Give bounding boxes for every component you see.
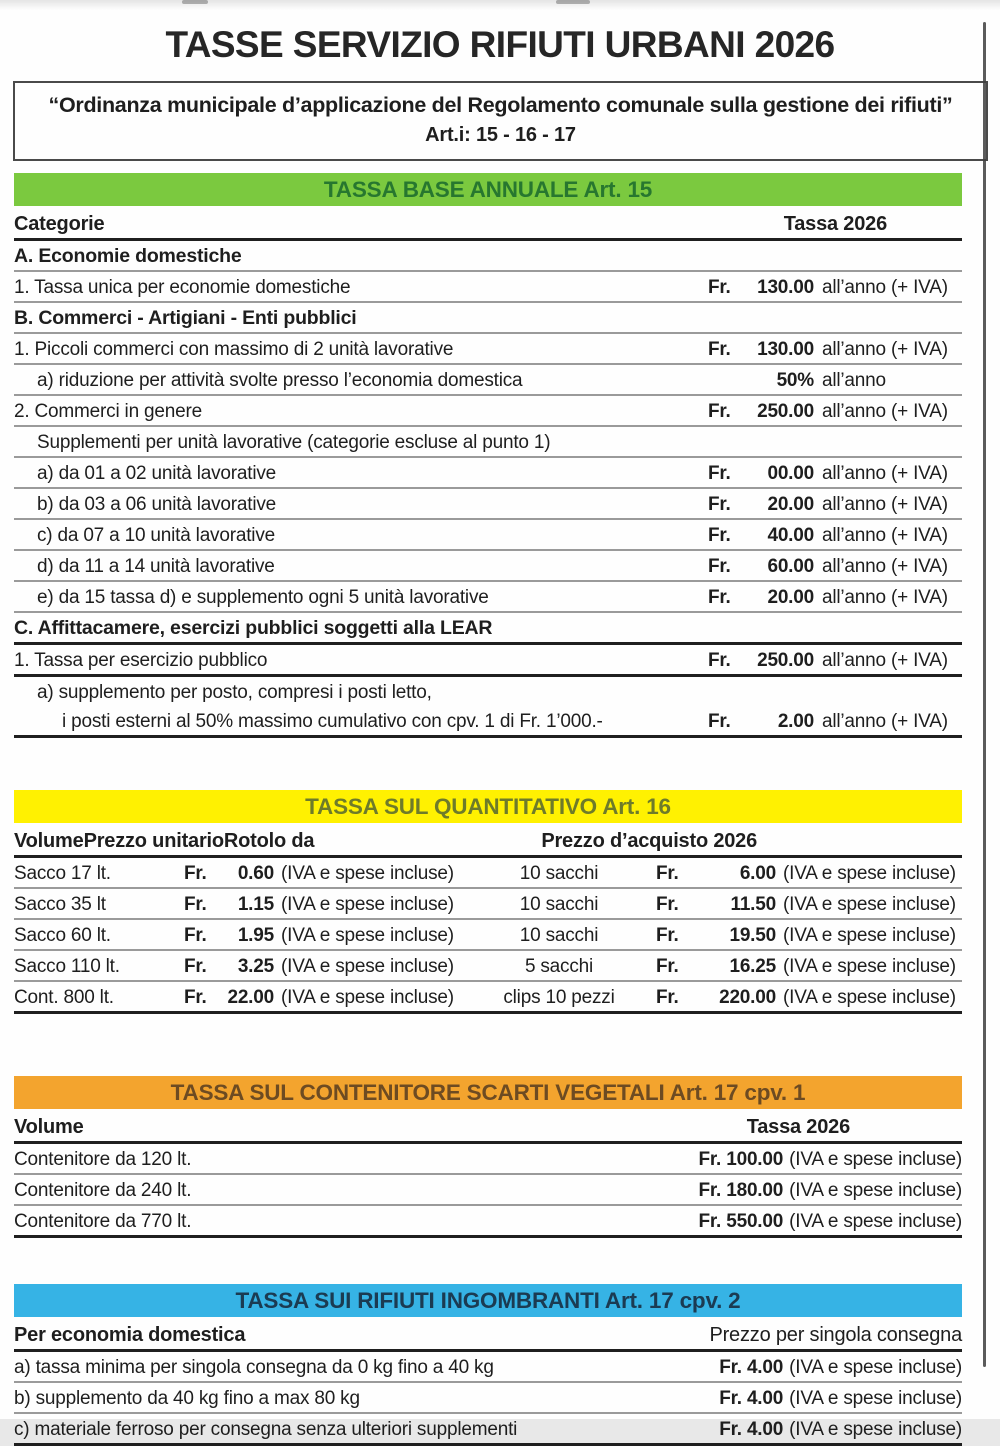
volume-cell: Sacco 17 lt. xyxy=(14,863,111,884)
row-value xyxy=(708,370,962,391)
value-suffix: (IVA e spese incluse) xyxy=(281,987,454,1008)
value-suffix: (IVA e spese incluse) xyxy=(783,956,956,977)
purchase-price-cell xyxy=(634,894,962,915)
value-suffix: all’anno (+ IVA) xyxy=(822,525,948,546)
section-scarti xyxy=(14,1076,962,1238)
column-header-left: Per economia domestica xyxy=(14,1324,246,1346)
value-amount: 20.00 xyxy=(767,494,814,515)
row-label: a) supplemento per posto, compresi i posti letto, xyxy=(37,682,432,703)
row-value xyxy=(719,1357,962,1378)
value-suffix: (IVA e spese incluse) xyxy=(789,1419,962,1440)
table-row xyxy=(14,951,962,982)
row-value xyxy=(708,277,962,298)
column-header-left: Categorie xyxy=(14,213,105,235)
column-header-right: Tassa 2026 xyxy=(783,213,887,235)
unit-price-cell xyxy=(184,987,484,1008)
column-header-left: Volume xyxy=(14,1116,84,1138)
value-currency: Fr. xyxy=(708,650,731,671)
value-suffix: all’anno (+ IVA) xyxy=(822,587,948,608)
row-label: C. Affittacamere, esercizi pubblici soggetti alla LEAR xyxy=(14,617,493,639)
value-suffix: (IVA e spese incluse) xyxy=(789,1388,962,1409)
value-currency: Fr. xyxy=(184,894,207,915)
value-suffix: all’anno (+ IVA) xyxy=(822,339,948,360)
unit-price-cell xyxy=(184,956,484,977)
column-header: Prezzo d’acquisto 2026 xyxy=(541,830,758,852)
row-label: c) da 07 a 10 unità lavorative xyxy=(37,525,275,546)
row-value xyxy=(708,556,962,577)
table-header-row xyxy=(14,206,962,241)
row-value xyxy=(699,1180,963,1201)
table-row xyxy=(14,677,962,706)
row-label: d) da 11 a 14 unità lavorative xyxy=(37,556,275,577)
value-amount: 00.00 xyxy=(767,463,814,484)
value-currency: Fr. xyxy=(184,925,207,946)
row-value xyxy=(699,1149,963,1170)
roll-cell: 10 sacchi xyxy=(519,863,599,884)
roll-cell: clips 10 pezzi xyxy=(503,987,615,1008)
table-header-row xyxy=(14,1109,962,1144)
unit-price-cell xyxy=(184,894,484,915)
value-suffix: (IVA e spese incluse) xyxy=(281,894,454,915)
value-suffix: all’anno (+ IVA) xyxy=(822,463,948,484)
purchase-price-cell xyxy=(634,956,962,977)
value-suffix: all’anno xyxy=(822,370,886,391)
value-currency: Fr. xyxy=(184,987,207,1008)
section-ingom xyxy=(14,1284,962,1446)
value-currency: Fr. xyxy=(656,925,679,946)
value-amount: 130.00 xyxy=(757,277,814,298)
value-amount: 0.60 xyxy=(237,863,274,884)
table-row xyxy=(14,889,962,920)
value-amount: 6.00 xyxy=(739,863,776,884)
value-suffix: (IVA e spese incluse) xyxy=(789,1149,962,1170)
table-row xyxy=(14,427,962,458)
value-suffix: all’anno (+ IVA) xyxy=(822,401,948,422)
table-row xyxy=(14,241,962,272)
table-row xyxy=(14,920,962,951)
value-amount: 1.95 xyxy=(237,925,274,946)
value-currency: Fr. xyxy=(184,956,207,977)
value-suffix: all’anno (+ IVA) xyxy=(822,711,948,732)
value-currency: Fr. xyxy=(708,401,731,422)
row-label: A. Economie domestiche xyxy=(14,245,242,267)
table-row xyxy=(14,396,962,427)
value-currency: Fr. xyxy=(656,956,679,977)
sections-container xyxy=(14,173,962,1446)
table-row xyxy=(14,613,962,645)
row-value xyxy=(708,463,962,484)
value-currency: Fr. xyxy=(656,987,679,1008)
section-banner: TASSA SUL QUANTITATIVO Art. 16 xyxy=(14,790,962,823)
value-amount: 60.00 xyxy=(767,556,814,577)
row-value xyxy=(719,1388,962,1409)
value-suffix: all’anno (+ IVA) xyxy=(822,650,948,671)
purchase-price-cell xyxy=(634,863,962,884)
volume-cell: Cont. 800 lt. xyxy=(14,987,114,1008)
value-amount: Fr. 100.00 xyxy=(698,1149,784,1170)
table-row xyxy=(14,645,962,677)
purchase-price-cell xyxy=(634,925,962,946)
value-amount: Fr. 180.00 xyxy=(698,1180,784,1201)
table-row xyxy=(14,520,962,551)
row-value xyxy=(708,401,962,422)
value-amount: 40.00 xyxy=(767,525,814,546)
table-row xyxy=(14,334,962,365)
row-label: 1. Piccoli commerci con massimo di 2 unità lavorative xyxy=(14,339,454,360)
table-row xyxy=(14,582,962,613)
table-row xyxy=(14,1175,962,1206)
value-currency: Fr. xyxy=(708,587,731,608)
value-amount: 20.00 xyxy=(767,587,814,608)
scan-smudge xyxy=(556,0,590,4)
row-label: a) riduzione per attività svolte presso l’economia domestica xyxy=(37,370,523,391)
unit-price-cell xyxy=(184,863,484,884)
value-suffix: (IVA e spese incluse) xyxy=(783,863,956,884)
section-banner: TASSA SUI RIFIUTI INGOMBRANTI Art. 17 cpv. 2 xyxy=(14,1284,962,1317)
value-amount: Fr. 4.00 xyxy=(719,1388,784,1409)
value-suffix: (IVA e spese incluse) xyxy=(789,1357,962,1378)
table-row xyxy=(14,489,962,520)
table-row xyxy=(14,858,962,889)
row-value xyxy=(708,494,962,515)
value-amount: Fr. 4.00 xyxy=(719,1357,784,1378)
value-suffix: (IVA e spese incluse) xyxy=(783,987,956,1008)
section-banner: TASSA BASE ANNUALE Art. 15 xyxy=(14,173,962,206)
table-row xyxy=(14,551,962,582)
value-amount: 220.00 xyxy=(719,987,776,1008)
value-amount: 50% xyxy=(776,370,814,391)
value-amount: 3.25 xyxy=(237,956,274,977)
scan-smudge xyxy=(182,0,208,4)
value-suffix: all’anno (+ IVA) xyxy=(822,494,948,515)
value-amount: 22.00 xyxy=(227,987,274,1008)
value-suffix: (IVA e spese incluse) xyxy=(281,863,454,884)
value-suffix: (IVA e spese incluse) xyxy=(783,925,956,946)
row-label: 1. Tassa unica per economie domestiche xyxy=(14,277,351,298)
value-suffix: (IVA e spese incluse) xyxy=(783,894,956,915)
section-quant xyxy=(14,790,962,1014)
value-amount: 11.50 xyxy=(730,894,776,915)
row-label: a) da 01 a 02 unità lavorative xyxy=(37,463,277,484)
table-row xyxy=(14,458,962,489)
value-suffix: all’anno (+ IVA) xyxy=(822,556,948,577)
table-row xyxy=(14,982,962,1014)
value-currency: Fr. xyxy=(708,711,731,732)
table-row xyxy=(14,365,962,396)
column-header-right: Tassa 2026 xyxy=(746,1116,850,1138)
table-row xyxy=(14,1352,962,1383)
table-row xyxy=(14,1414,962,1446)
row-value xyxy=(699,1211,963,1232)
page-title: TASSE SERVIZIO RIFIUTI URBANI 2026 xyxy=(165,24,835,65)
roll-cell: 10 sacchi xyxy=(519,894,599,915)
value-currency: Fr. xyxy=(708,463,731,484)
volume-cell: Sacco 110 lt. xyxy=(14,956,120,977)
column-header: Volume xyxy=(14,830,84,852)
value-suffix: (IVA e spese incluse) xyxy=(281,925,454,946)
row-label: 1. Tassa per esercizio pubblico xyxy=(14,650,268,671)
row-value xyxy=(708,711,962,732)
row-label: i posti esterni al 50% massimo cumulativo con cpv. 1 di Fr. 1’000.- xyxy=(62,711,603,732)
unit-price-cell xyxy=(184,925,484,946)
column-header-right: Prezzo per singola consegna xyxy=(709,1324,962,1346)
row-value xyxy=(719,1419,962,1440)
table-row xyxy=(14,1206,962,1238)
value-currency: Fr. xyxy=(708,339,731,360)
table-row xyxy=(14,706,962,738)
table-header-row xyxy=(14,823,962,858)
table-row xyxy=(14,1383,962,1414)
value-amount: 1.15 xyxy=(237,894,274,915)
value-suffix: (IVA e spese incluse) xyxy=(789,1211,962,1232)
row-value xyxy=(708,587,962,608)
row-value xyxy=(708,525,962,546)
value-amount: 16.25 xyxy=(729,956,776,977)
value-currency: Fr. xyxy=(708,277,731,298)
value-currency: Fr. xyxy=(708,494,731,515)
row-label: e) da 15 tassa d) e supplemento ogni 5 unità lavorative xyxy=(37,587,489,608)
roll-cell: 5 sacchi xyxy=(524,956,594,977)
table-row xyxy=(14,1144,962,1175)
row-label: b) da 03 a 06 unità lavorative xyxy=(37,494,277,515)
row-label: c) materiale ferroso per consegna senza ulteriori supplementi xyxy=(14,1419,518,1440)
value-amount: 250.00 xyxy=(757,401,814,422)
row-label: b) supplemento da 40 kg fino a max 80 kg xyxy=(14,1388,360,1409)
value-currency: Fr. xyxy=(656,863,679,884)
row-label: 2. Commerci in genere xyxy=(14,401,202,422)
purchase-price-cell xyxy=(634,987,962,1008)
subtitle-box xyxy=(13,81,988,161)
row-value xyxy=(708,650,962,671)
value-amount: Fr. 550.00 xyxy=(698,1211,784,1232)
row-value xyxy=(708,339,962,360)
table-row xyxy=(14,272,962,303)
scan-edge-artifact xyxy=(983,22,986,1367)
row-label: B. Commerci - Artigiani - Enti pubblici xyxy=(14,307,357,329)
value-amount: 19.50 xyxy=(729,925,776,946)
value-amount: Fr. 4.00 xyxy=(719,1419,784,1440)
value-currency: Fr. xyxy=(708,525,731,546)
section-base xyxy=(14,173,962,738)
value-currency: Fr. xyxy=(184,863,207,884)
subtitle-line-2: Art.i: 15 - 16 - 17 xyxy=(425,124,576,146)
row-label: Contenitore da 120 lt. xyxy=(14,1149,192,1170)
value-suffix: (IVA e spese incluse) xyxy=(789,1180,962,1201)
value-amount: 130.00 xyxy=(757,339,814,360)
column-header: Rotolo da xyxy=(223,830,315,852)
value-suffix: (IVA e spese incluse) xyxy=(281,956,454,977)
row-label: Supplementi per unità lavorative (categorie escluse al punto 1) xyxy=(37,432,551,453)
column-header: Prezzo unitario xyxy=(83,830,224,852)
table-row xyxy=(14,303,962,334)
value-currency: Fr. xyxy=(708,556,731,577)
row-label: Contenitore da 240 lt. xyxy=(14,1180,192,1201)
table-header-row xyxy=(14,1317,962,1352)
value-amount: 2.00 xyxy=(777,711,814,732)
value-suffix: all’anno (+ IVA) xyxy=(822,277,948,298)
roll-cell: 10 sacchi xyxy=(519,925,599,946)
value-currency: Fr. xyxy=(656,894,679,915)
row-label: a) tassa minima per singola consegna da 0 kg fino a 40 kg xyxy=(14,1357,494,1378)
volume-cell: Sacco 35 lt xyxy=(14,894,106,915)
volume-cell: Sacco 60 lt. xyxy=(14,925,111,946)
section-banner: TASSA SUL CONTENITORE SCARTI VEGETALI Art. 17 cpv. 1 xyxy=(14,1076,962,1109)
value-amount: 250.00 xyxy=(757,650,814,671)
row-label: Contenitore da 770 lt. xyxy=(14,1211,192,1232)
subtitle-line-1: “Ordinanza municipale d’applicazione del Regolamento comunale sulla gestione dei rifiuti” xyxy=(48,93,953,117)
